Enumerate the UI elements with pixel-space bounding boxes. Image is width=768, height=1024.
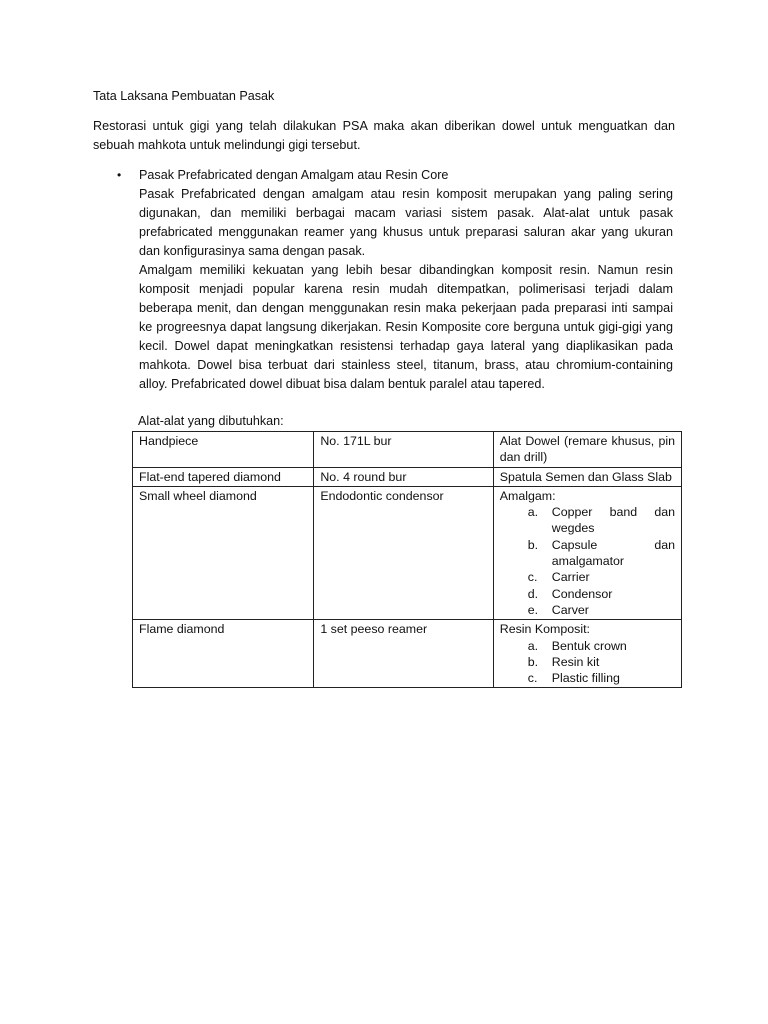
list-marker: e. (527, 602, 539, 617)
list-item-text: Condensor (551, 586, 613, 601)
bullet-paragraph-2: Amalgam memiliki kekuatan yang lebih besar dibandingkan komposit resin. Namun resin komposit menjadi popular karena resin mudah ditempatkan, polimerisasi terjadi dalam beberapa menit, dan dengan menggunakan resin maka pekerjaan pada preparasi inti sampai ke progreesnya dapat langsung dikerjakan. Resin Komposite core berguna untuk gigi-gigi yang kecil. Dowel dapat meningkatkan resistensi terhadap gaya lateral yang diaplikasikan pada mahkota. Dowel bisa terbuat dari stainless steel, titanum, brass, atau chromium-containing alloy. Prefabricated dowel dibuat bisa dalam bentuk paralel atau tapered. (139, 263, 673, 391)
table-cell: Small wheel diamond (133, 486, 314, 619)
list-item-text: Plastic filling (551, 671, 620, 686)
cell-list (500, 638, 675, 687)
table-row (133, 486, 682, 619)
table-cell: No. 171L bur (314, 432, 493, 468)
table-row (133, 432, 682, 468)
table-cell: Alat Dowel (remare khusus, pin dan drill) (493, 432, 681, 468)
list-item-text: Bentuk crown (551, 638, 627, 653)
list-item (527, 638, 675, 654)
table-cell (493, 486, 681, 619)
list-marker: d. (527, 586, 539, 601)
bullet-icon: • (117, 168, 122, 182)
list-item-text: Resin kit (551, 654, 600, 669)
list-item-text: Capsule dan amalgamator (551, 537, 675, 569)
table-cell: Spatula Semen dan Glass Slab (493, 467, 681, 486)
cell-list-title: Amalgam: (499, 488, 556, 503)
intro-paragraph: Restorasi untuk gigi yang telah dilakukan PSA maka akan diberikan dowel untuk menguatkan dan sebuah mahkota untuk melindungi gigi tersebut. (93, 119, 675, 152)
cell-list-title: Resin Komposit: (499, 622, 590, 637)
table-cell: Flame diamond (133, 620, 314, 688)
list-marker: c. (527, 570, 538, 585)
list-item (527, 504, 675, 537)
table-cell: No. 4 round bur (314, 467, 493, 486)
bullet-paragraph-1: Pasak Prefabricated dengan amalgam atau resin komposit merupakan yang paling sering digunakan, dan memiliki berbagai macam variasi sistem pasak. Alat-alat untuk pasak prefabricated menggunakan reamer yang khusus untuk preparasi saluran akar yang ukuran dan konfigurasinya sama dengan pasak. (139, 187, 673, 258)
list-marker: b. (527, 537, 539, 552)
table-row (133, 620, 682, 688)
list-item (527, 586, 675, 602)
table-cell (493, 620, 681, 688)
list-item (527, 537, 675, 570)
list-item (527, 602, 675, 618)
document-heading: Tata Laksana Pembuatan Pasak (93, 89, 275, 103)
tools-label: Alat-alat yang dibutuhkan: (138, 414, 284, 428)
list-marker: a. (527, 638, 539, 653)
list-marker: a. (527, 505, 539, 520)
list-item (527, 670, 675, 686)
list-item (527, 654, 675, 670)
list-marker: c. (527, 671, 538, 686)
bullet-title: Pasak Prefabricated dengan Amalgam atau Resin Core (139, 168, 449, 182)
tools-table (132, 431, 682, 688)
table-cell: Flat-end tapered diamond (133, 467, 314, 486)
table-cell: 1 set peeso reamer (314, 620, 493, 688)
table-row (133, 467, 682, 486)
bullet-body (139, 166, 673, 394)
list-item-text: Carrier (551, 570, 590, 585)
list-item-text: Copper band dan wegdes (551, 505, 675, 536)
list-item-text: Carver (551, 602, 589, 617)
table-cell: Endodontic condensor (314, 486, 493, 619)
list-item (527, 569, 675, 585)
cell-list (500, 504, 675, 618)
table-cell: Handpiece (133, 432, 314, 468)
list-marker: b. (527, 654, 539, 669)
